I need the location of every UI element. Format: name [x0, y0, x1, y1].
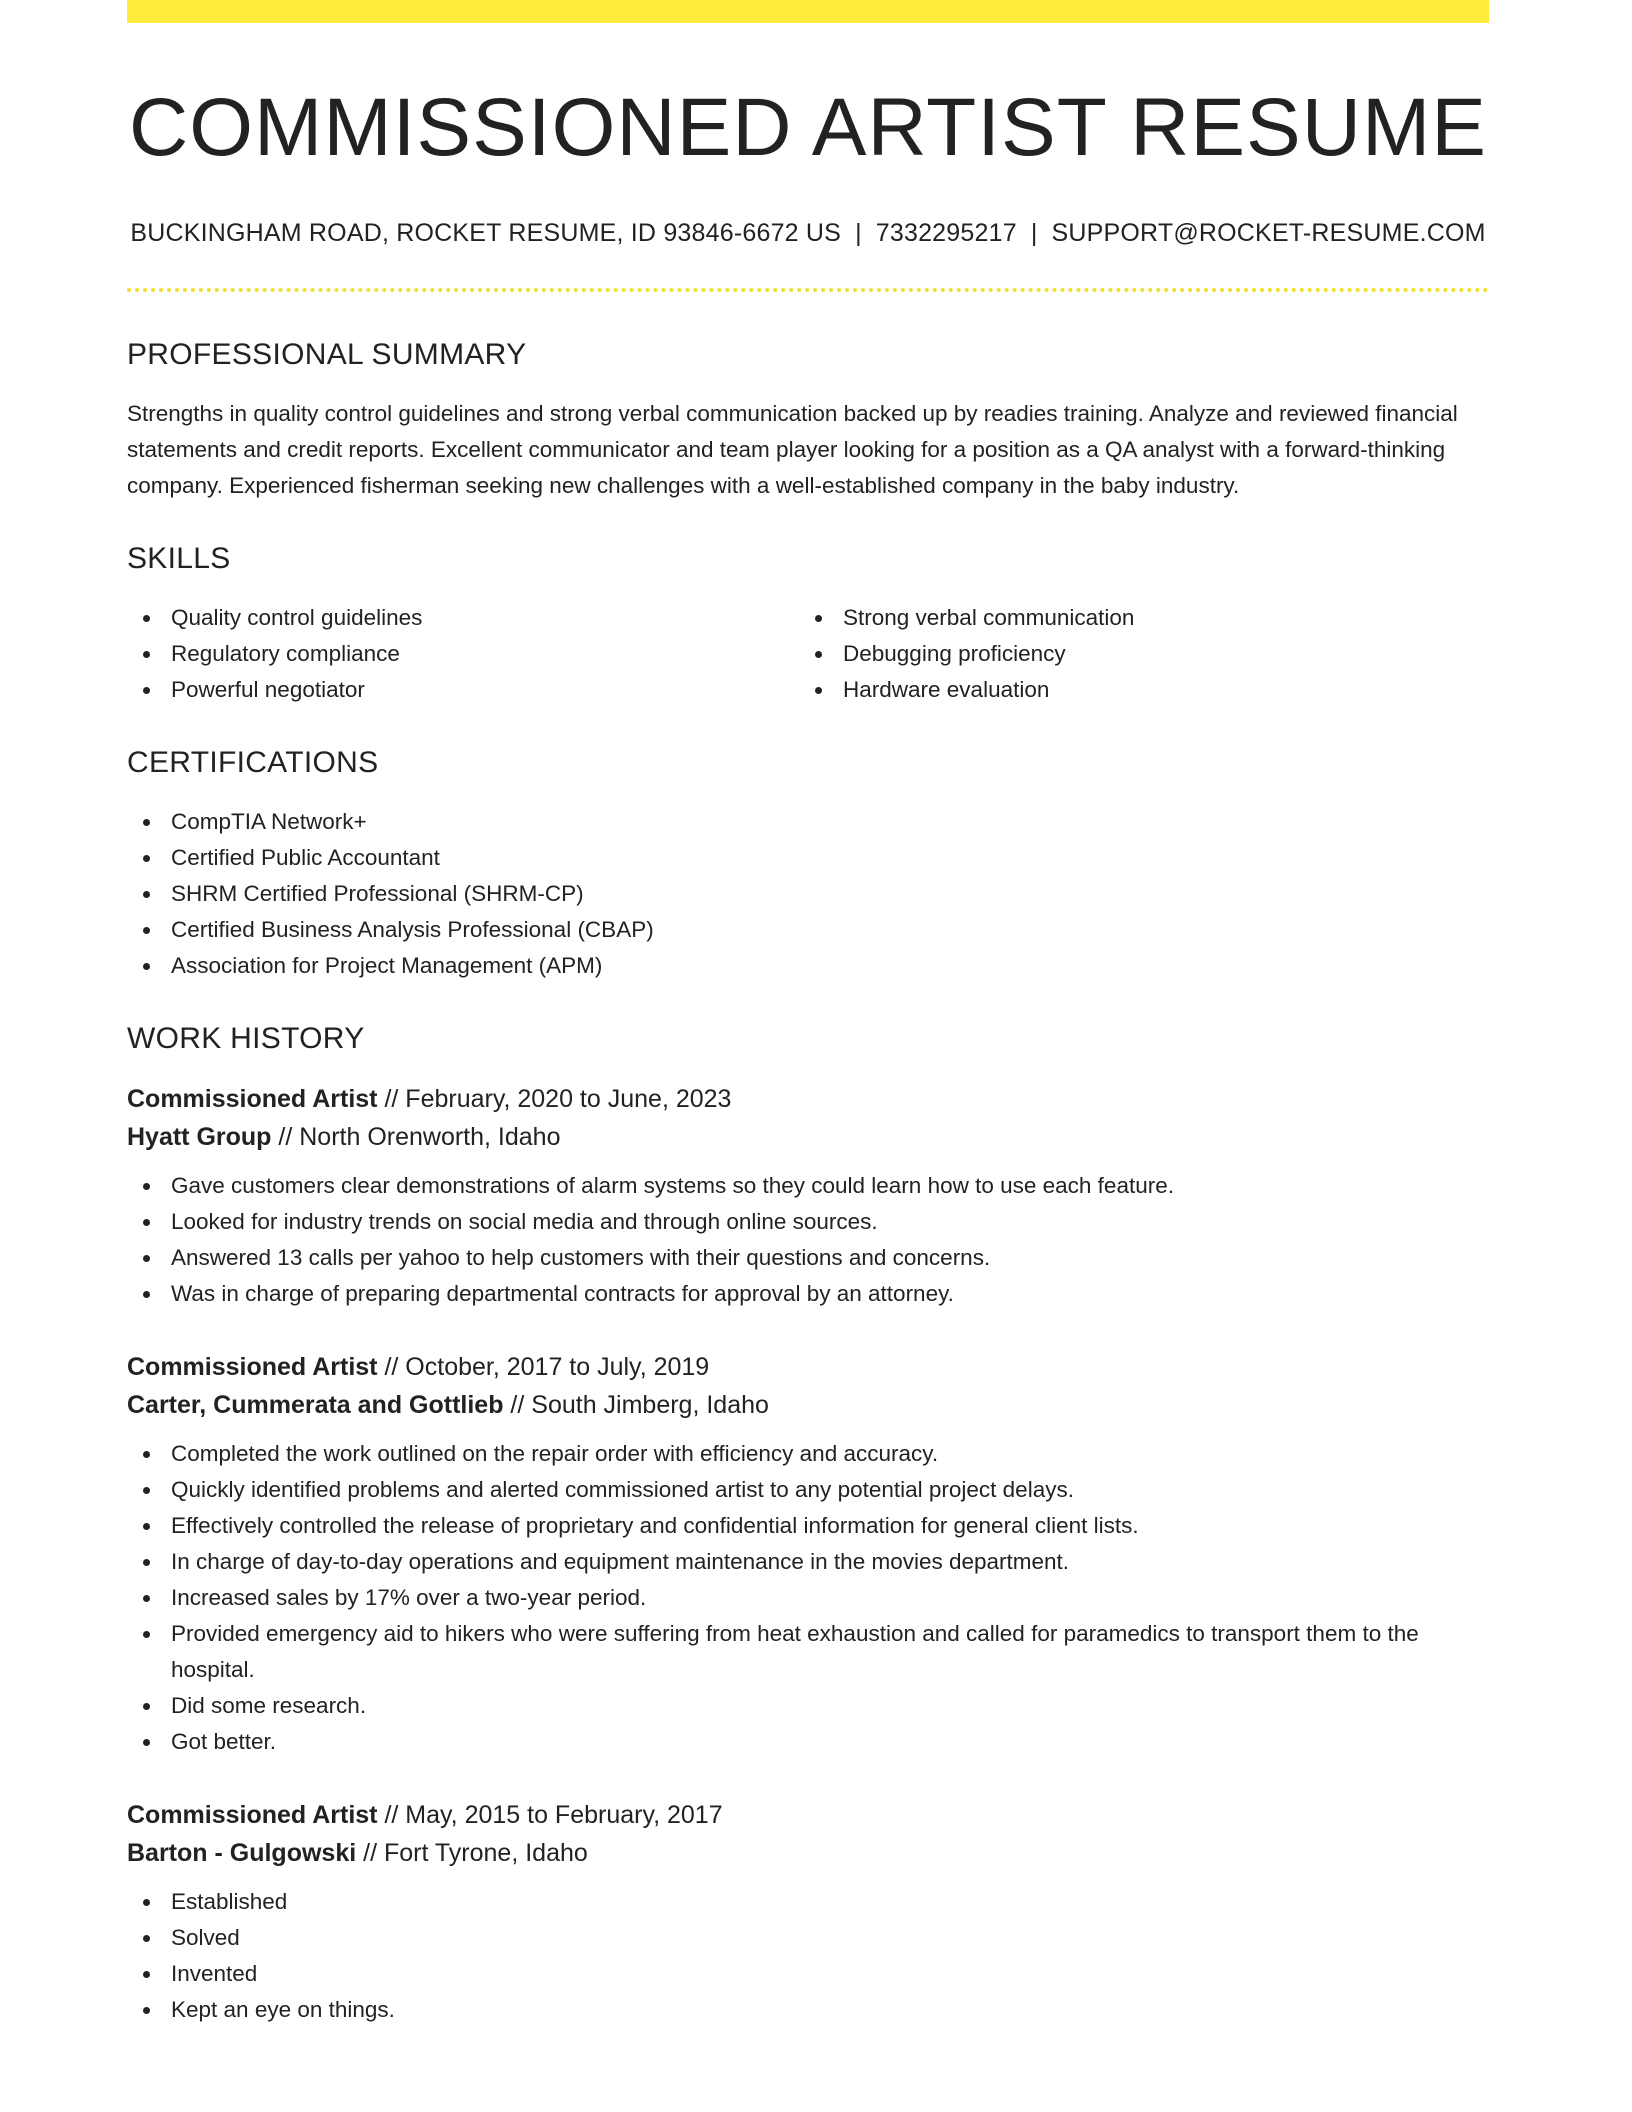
job-bullet: Was in charge of preparing departmental contracts for approval by an attorney. — [127, 1276, 1489, 1312]
skill-item: Debugging proficiency — [799, 636, 1471, 672]
job-bullet: Solved — [127, 1920, 1489, 1956]
skill-item: Hardware evaluation — [799, 672, 1471, 708]
job-company-line — [127, 1834, 1489, 1872]
contact-email: SUPPORT@ROCKET-RESUME.COM — [1051, 218, 1486, 247]
job-bullet: Completed the work outlined on the repair order with efficiency and accuracy. — [127, 1436, 1489, 1472]
contact-line — [127, 219, 1489, 248]
job-entry — [127, 1080, 1489, 1312]
job-bullet: Looked for industry trends on social media and through online sources. — [127, 1204, 1489, 1240]
certification-item: Certified Public Accountant — [127, 840, 1489, 876]
job-bullet: Kept an eye on things. — [127, 1992, 1489, 2028]
job-dates: // May, 2015 to February, 2017 — [377, 1800, 723, 1829]
job-location: // South Jimberg, Idaho — [503, 1390, 769, 1419]
skills-columns — [127, 600, 1489, 708]
job-title-line — [127, 1080, 1489, 1118]
job-bullet: Quickly identified problems and alerted commissioned artist to any potential project delays. — [127, 1472, 1489, 1508]
resume-content — [127, 23, 1489, 2028]
certification-item: Certified Business Analysis Professional (CBAP) — [127, 912, 1489, 948]
contact-separator: | — [855, 218, 862, 247]
skill-item: Quality control guidelines — [127, 600, 799, 636]
job-title-line — [127, 1348, 1489, 1386]
dotted-divider — [127, 288, 1489, 292]
contact-address: BUCKINGHAM ROAD, ROCKET RESUME, ID 93846-6672 US — [130, 218, 842, 247]
job-bullet: In charge of day-to-day operations and equipment maintenance in the movies department. — [127, 1544, 1489, 1580]
job-company: Hyatt Group — [127, 1122, 272, 1151]
resume-title: COMMISSIONED ARTIST RESUME — [129, 82, 1487, 173]
certification-item: CompTIA Network+ — [127, 804, 1489, 840]
skills-list-right — [799, 600, 1471, 708]
summary-heading: PROFESSIONAL SUMMARY — [127, 337, 527, 371]
job-company-line — [127, 1386, 1489, 1424]
job-entry — [127, 1796, 1489, 2028]
summary-text: Strengths in quality control guidelines and strong verbal communication backed up by readies training. Analyze and reviewed financial statements and credit reports. Excellent communicator and team player looking for a position as a QA analyst with a forward-thinking company. Experienced fisherman seeking new challenges with a well-established company in the baby industry. — [127, 400, 1458, 498]
job-title-line — [127, 1796, 1489, 1834]
job-location: // North Orenworth, Idaho — [271, 1122, 561, 1151]
job-dates: // October, 2017 to July, 2019 — [377, 1352, 710, 1381]
job-company: Carter, Cummerata and Gottlieb — [127, 1390, 504, 1419]
job-bullet: Gave customers clear demonstrations of alarm systems so they could learn how to use each feature. — [127, 1168, 1489, 1204]
work-history-heading: WORK HISTORY — [127, 1021, 365, 1055]
job-bullet: Effectively controlled the release of proprietary and confidential information for general client lists. — [127, 1508, 1489, 1544]
job-bullet: Answered 13 calls per yahoo to help customers with their questions and concerns. — [127, 1240, 1489, 1276]
job-bullet: Invented — [127, 1956, 1489, 1992]
skill-item: Regulatory compliance — [127, 636, 799, 672]
job-title: Commissioned Artist — [127, 1352, 378, 1381]
contact-separator: | — [1030, 218, 1038, 247]
certifications-list — [127, 804, 1489, 984]
job-company-line — [127, 1118, 1489, 1156]
job-title: Commissioned Artist — [127, 1084, 378, 1113]
job-bullet-list — [127, 1884, 1489, 2028]
certification-item: SHRM Certified Professional (SHRM-CP) — [127, 876, 1489, 912]
job-bullet: Increased sales by 17% over a two-year period. — [127, 1580, 1489, 1616]
job-bullet-list — [127, 1436, 1489, 1760]
contact-phone: 7332295217 — [875, 218, 1017, 247]
skills-heading: SKILLS — [127, 541, 231, 575]
job-bullet: Got better. — [127, 1724, 1489, 1760]
job-entry — [127, 1348, 1489, 1760]
skill-item: Strong verbal communication — [799, 600, 1471, 636]
job-bullet: Provided emergency aid to hikers who were suffering from heat exhaustion and called for paramedics to transport them to the hospital. — [127, 1616, 1489, 1688]
job-location: // Fort Tyrone, Idaho — [356, 1838, 588, 1867]
accent-top-bar — [127, 0, 1489, 23]
job-bullet: Established — [127, 1884, 1489, 1920]
job-title: Commissioned Artist — [127, 1800, 378, 1829]
job-bullet-list — [127, 1168, 1489, 1312]
certifications-heading: CERTIFICATIONS — [127, 745, 379, 779]
job-bullet: Did some research. — [127, 1688, 1489, 1724]
skills-list-left — [127, 600, 799, 708]
skill-item: Powerful negotiator — [127, 672, 799, 708]
job-dates: // February, 2020 to June, 2023 — [377, 1084, 732, 1113]
certification-item: Association for Project Management (APM) — [127, 948, 1489, 984]
job-company: Barton - Gulgowski — [127, 1838, 357, 1867]
